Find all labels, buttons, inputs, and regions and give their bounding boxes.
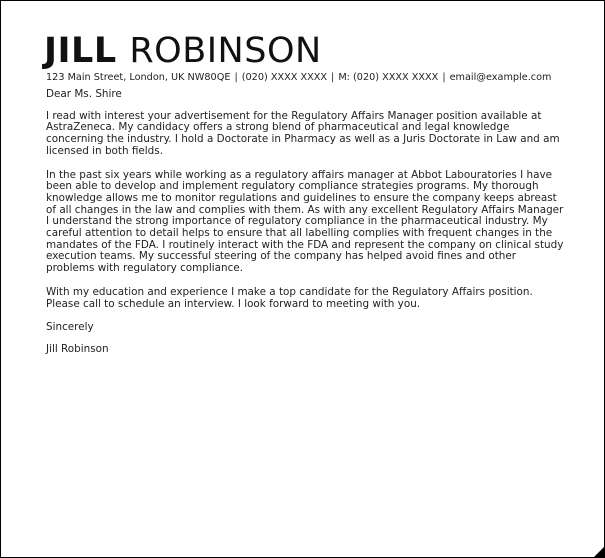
contact-separator: | xyxy=(331,72,335,83)
letter-body xyxy=(46,89,566,368)
contact-email: email@example.com xyxy=(449,72,552,83)
signature-name: Jill Robinson xyxy=(46,342,109,355)
body-paragraph-2: In the past six years while working as a regulatory affairs manager at Abbot Labouratories I have been able to develop and implement regulatory compliance strategies programs. My thorough knowledge allows me to monitor regulations and guidelines to ensure the company keeps abreast of all changes in the law and complies with them. As with any excellent Regulatory Affairs Manager I understand the strong importance of regulatory compliance in the pharmaceutical industry. My careful attention to detail helps to ensure that all labelling complies with frequent changes in the mandates of the FDA. I routinely interact with the FDA and represent the company on clinical study execution teams. My successful steering of the company has helped avoid fines and other problems with regulatory compliance. xyxy=(46,168,564,275)
closing: Sincerely xyxy=(46,321,94,334)
body-paragraph-3: With my education and experience I make a top candidate for the Regulatory Affairs position. Please call to schedule an interview. I look forward to meeting with you. xyxy=(46,285,533,310)
body-paragraph-1: I read with interest your advertisement for the Regulatory Affairs Manager position available at AstraZeneca. My candidacy offers a strong blend of pharmaceutical and legal knowledge concerning the industry. I hold a Doctorate in Pharmacy as well as a Juris Doctorate in Law and am licensed in both fields. xyxy=(46,109,560,157)
contact-address: 123 Main Street, London, UK NW80QE xyxy=(46,72,231,83)
first-name: JILL xyxy=(44,31,117,71)
applicant-name-heading xyxy=(44,31,322,71)
last-name: ROBINSON xyxy=(129,31,322,71)
contact-mobile: M: (020) XXXX XXXX xyxy=(338,72,439,83)
contact-separator: | xyxy=(442,72,446,83)
corner-fold-mark xyxy=(594,547,604,557)
salutation: Dear Ms. Shire xyxy=(46,88,122,100)
contact-line xyxy=(46,72,551,84)
contact-separator: | xyxy=(234,72,238,83)
contact-phone: (020) XXXX XXXX xyxy=(241,72,328,83)
